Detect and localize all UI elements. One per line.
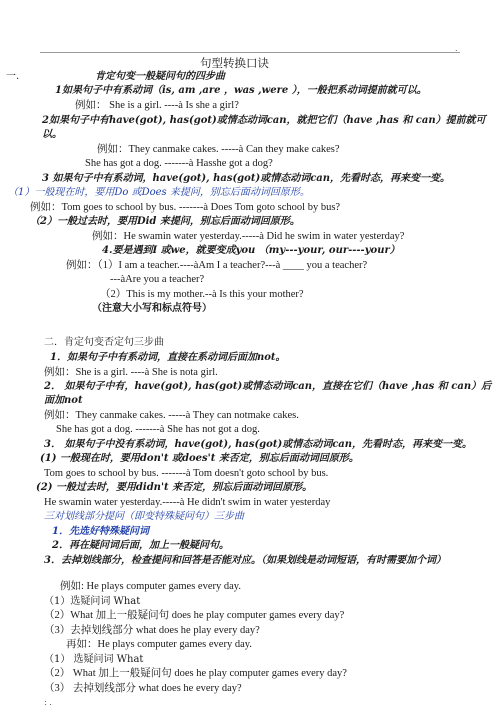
example-line: Tom goes to school by bus. -------à Tom doesn't goto school by bus. (44, 468, 329, 479)
step-line: （2） What 加上一般疑问句 does he play computer games every day? (44, 668, 347, 679)
example-line: 例如: He plays computer games every day. (60, 581, 241, 592)
rule-1-1: 1如果句子中有系动词（is, am ,are ，was ,were ），一般把系动词提前就可以。 (55, 85, 427, 96)
example-line: 例如：They canmake cakes. -----à Can they make cakes? (97, 144, 340, 155)
section-1-heading: 肯定句变一般疑问句的四步曲 (95, 71, 225, 82)
rule-1-3-1: （1）一般现在时，要用Do 或Does 来提问，别忘后面动词回原形。 (8, 187, 310, 198)
section-1-number: 一. (6, 71, 20, 82)
rule-2-3-1: (1) 一般现在时，要用don't 或does't 来否定，别忘后面动词回原形。 (40, 453, 359, 464)
example-line: 例如：Tom goes to school by bus. -------à Does Tom goto school by bus? (30, 202, 341, 213)
rule-2-3: 3． 如果句子中没有系动词，have(got), has(got)或情态动词can，先看时态，再来变一变。 (44, 439, 473, 450)
rule-2-3-2: (2) 一般过去时，要用didn't 来否定，别忘后面动词回原形。 (36, 482, 313, 493)
header-rule (40, 52, 460, 53)
step-line: （3）去掉划线部分 what does he play every day? (44, 625, 260, 636)
section-3-heading: 三对划线部分提问（即变特殊疑问句）三步曲 (44, 511, 244, 522)
rule-3-2: 2．再在疑问词后面，加上一般疑问句。 (52, 540, 229, 551)
rule-3-3: 3．去掉划线部分，检查提问和回答是否能对应。（如果划线是动词短语，有时需要加个词） (44, 555, 446, 566)
rule-1-3: 3 如果句子中有系动词，have(got), has(got)或情态动词can，先看时态，再来变一变。 (42, 173, 451, 184)
corner-mark: . (455, 44, 458, 53)
rule-1-2-cont: 以。 (42, 129, 62, 140)
page-title: 句型转换口诀 (200, 56, 269, 70)
example-line: 例如：（1）I am a teacher.----àAm I a teacher?---à ____ you a teacher? (66, 260, 368, 271)
rule-1-2: 2如果句子中有have(got), has(got)或情态动词can，就把它们（have ,has 和 can）提前就可 (42, 115, 486, 126)
example-line: She has got a dog. -------à She has not got a dog. (56, 424, 260, 435)
rule-3-1: 1．先选好特殊疑问词 (52, 526, 149, 537)
step-line: （1） 选疑问词 What (44, 654, 144, 665)
example-line: 例如： She is a girl. ----à Is she a girl? (75, 100, 239, 111)
step-line: （1）选疑问词 What (44, 596, 141, 607)
step-line: （2）What 加上一般疑问句 does he play computer games every day? (44, 610, 345, 621)
rule-1-4: 4.要是遇到I 或we，就要变成you （my---your, our----your） (102, 245, 400, 256)
rule-2-2: 2． 如果句子中有，have(got), has(got)或情态动词can，直接在它们（have ,has 和 can）后 (44, 381, 492, 392)
example-line: 例如：They canmake cakes. -----à They can notmake cakes. (44, 410, 299, 421)
rule-1-3-2: （2）一般过去时，要用Did 来提问，别忘后面动词回原形。 (30, 216, 300, 227)
rule-2-2-cont: 面加not (44, 395, 83, 406)
example-line: 例如：He swamin water yesterday.-----à Did he swim in water yesterday? (92, 231, 405, 242)
example-line: ---àAre you a teacher? (110, 274, 205, 285)
example-line: She has got a dog. -------à Hasshe got a dog? (85, 158, 273, 169)
example-line: 再如：He plays computer games every day. (66, 639, 252, 650)
section-2-heading: 二．肯定句变否定句三步曲 (44, 337, 164, 348)
example-line: （2）This is my mother.--à Is this your mother? (100, 289, 304, 300)
note-line: （注意大小写和标点符号） (92, 303, 212, 314)
example-line: He swamin water yesterday.-----à He didn't swim in water yesterday (44, 497, 331, 508)
example-line: 例如：She is a girl. ----à She is nota girl. (44, 367, 218, 378)
rule-2-1: 1．如果句子中有系动词，直接在系动词后面加not。 (50, 352, 286, 363)
step-line: （3） 去掉划线部分 what does he every day? (44, 683, 242, 694)
footer-mark: : . (44, 698, 52, 707)
